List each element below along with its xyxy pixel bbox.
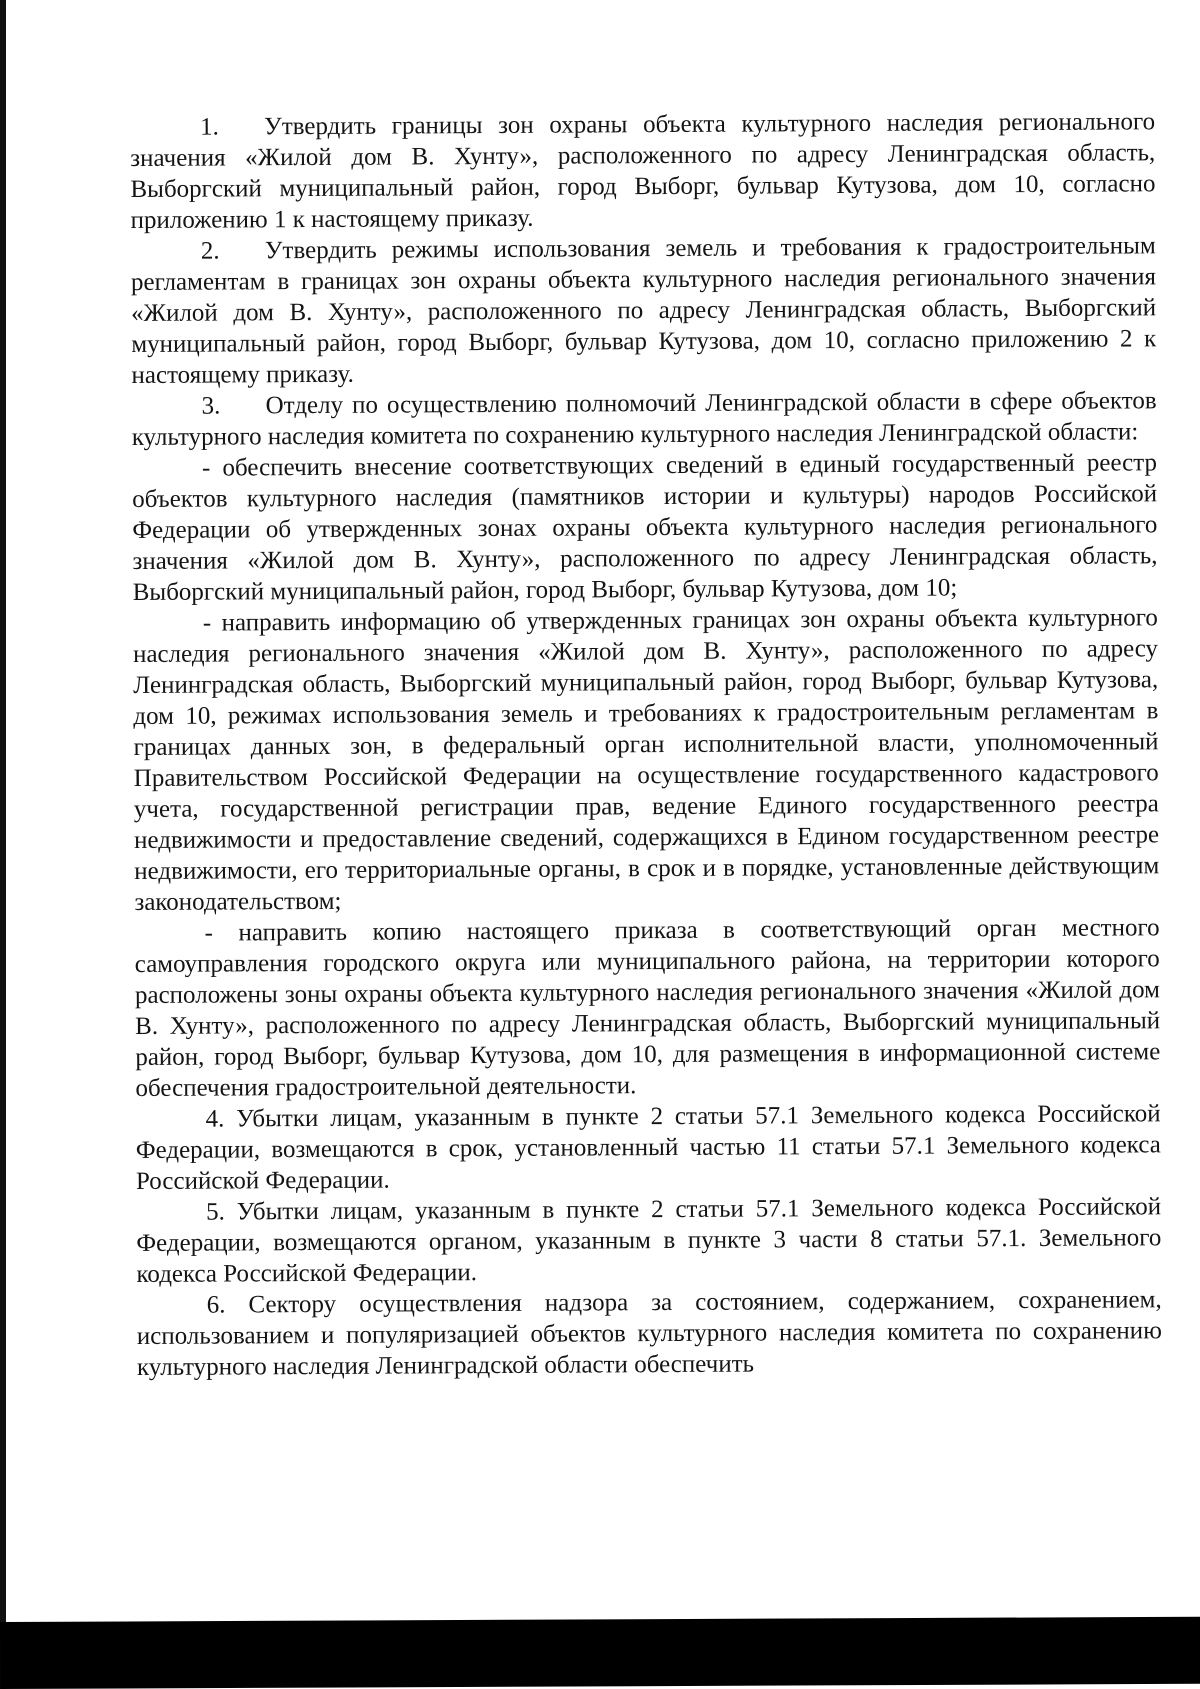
paragraph-2-text: Утвердить режимы использования земель и требования к градостроительным регламентам в границах зон охраны объекта культурного наследия регионального значения «Жилой дом В. Хунту», расположенного по адресу Ленинградская область, Выборгский муниципальный район, город Выборг, бульвар Кутузова, дом 10, согласно приложению 2 к настоящему приказу.	[130, 232, 1157, 389]
paragraph-2	[131, 230, 1157, 391]
paragraph-6	[137, 1284, 1163, 1383]
paragraph-3-number: 3.	[201, 392, 221, 420]
scan-left-edge	[0, 0, 6, 1689]
paragraph-3-item-3-text: - направить копию настоящего приказа в соответствующий орган местного самоуправления городского округа или муниципального района, на территории которого расположены зоны охраны объекта культурного наследия регионального значения «Жилой дом В. Хунту», расположенного по адресу Ленинградская область, Выборгский муниципальный район, город Выборг, бульвар Кутузова, дом 10, для размещения в информационной системе обеспечения градостроительной деятельности.	[134, 914, 1161, 1102]
paragraph-3-item-2-text: - направить информацию об утвержденных границах зон охраны объекта культурного наследия регионального значения «Жилой дом В. Хунту», расположенного по адресу Ленинградская область, Выборгский муниципальный район, город Выборг, бульвар Кутузова, дом 10, режимах использования земель и требованиях к градостроительным регламентам в границах данных зон, в федеральный орган исполнительной власти, уполномоченный Правительством Российской Федерации на осуществление государственного кадастрового учета, государственной регистрации прав, ведение Единого государственного реестра недвижимости и предоставление сведений, содержащихся в Едином государственном реестре недвижимости, его территориальные органы, в срок и в порядке, установленные действующим законодательством;	[132, 604, 1160, 916]
paragraph-1-number: 1.	[200, 113, 219, 141]
paragraph-3-item-1	[132, 447, 1158, 608]
paragraph-3-text: Отделу по осуществлению полномочий Ленинградской области в сфере объектов культурного наследия комитета по сохранению культурного наследия Ленинградской области:	[131, 387, 1157, 451]
paragraph-4-text: 4. Убытки лицам, указанным в пункте 2 статьи 57.1 Земельного кодекса Российской Федерации, возмещаются в срок, установленный частью 11 статьи 57.1 Земельного кодекса Российской Федерации.	[135, 1100, 1161, 1195]
document-page	[130, 106, 1162, 1383]
paragraph-3	[132, 385, 1157, 453]
paragraph-3-item-2	[133, 602, 1160, 918]
paragraph-3-item-3	[135, 912, 1161, 1104]
paragraph-4	[136, 1098, 1162, 1197]
paragraph-5	[136, 1191, 1162, 1290]
paragraph-6-text: 6. Сектору осуществления надзора за состоянием, содержанием, сохранением, использованием и популяризацией объектов культурного наследия комитета по сохранению культурного наследия Ленинградской области обеспечить	[136, 1286, 1162, 1381]
paragraph-1	[130, 106, 1156, 236]
paragraph-1-text: Утвердить границы зон охраны объекта культурного наследия регионального значения «Жилой дом В. Хунту», расположенного по адресу Ленинградская область, Выборгский муниципальный район, город Выборг, бульвар Кутузова, дом 10, согласно приложению 1 к настоящему приказу.	[130, 108, 1156, 234]
paragraph-3-item-1-text: - обеспечить внесение соответствующих сведений в единый государственный реестр объектов культурного наследия (памятников истории и культуры) народов Российской Федерации об утвержденных зонах охраны объекта культурного наследия регионального значения «Жилой дом В. Хунту», расположенного по адресу Ленинградская область, Выборгский муниципальный район, город Выборг, бульвар Кутузова, дом 10;	[132, 449, 1158, 606]
scan-bottom-band	[0, 1617, 1200, 1689]
paragraph-5-text: 5. Убытки лицам, указанным в пункте 2 статьи 57.1 Земельного кодекса Российской Федерации, возмещаются органом, указанным в пункте 3 части 8 статьи 57.1. Земельного кодекса Российской Федерации.	[136, 1193, 1162, 1288]
paragraph-2-number: 2.	[200, 237, 220, 265]
